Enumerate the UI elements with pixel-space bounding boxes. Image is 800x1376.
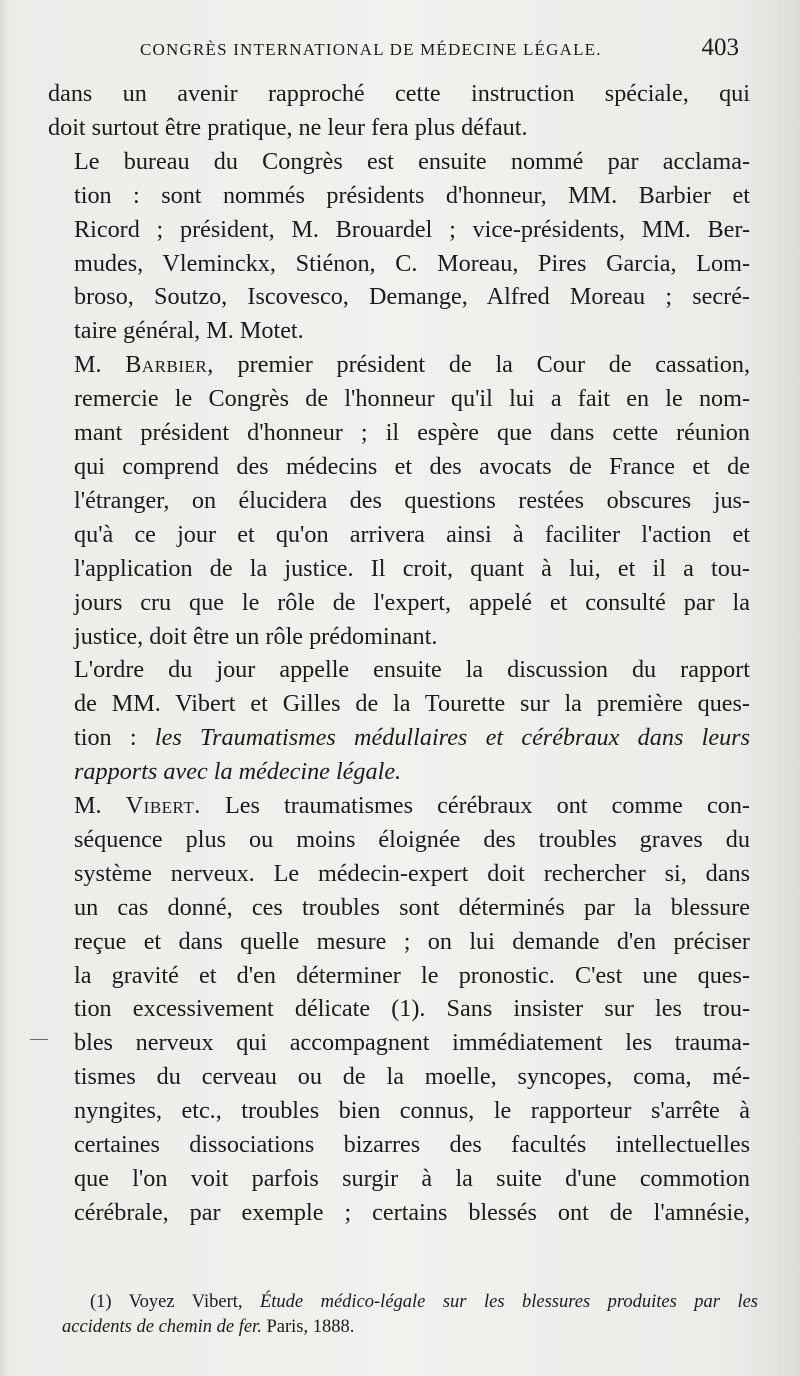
text-line: L'ordre du jour appelle ensuite la discussion du rapport [74,656,750,684]
report-title-cont: rapports avec la médecine légale. [74,758,402,786]
report-title: les Traumatismes médullaires et cérébraux dans leurs [154,724,750,752]
text-line: certaines dissociations bizarres des facultés intellectuelles [74,1131,750,1159]
speaker-name: Vibert. [125,792,201,820]
text-line [48,789,750,823]
text-line: séquence plus ou moins éloignée des troubles graves du [74,825,750,853]
text-line: mudes, Vleminckx, Stiénon, C. Moreau, Pires Garcia, Lom- [74,249,750,277]
text-line: dans un avenir rapproché cette instruction spéciale, qui [48,80,750,107]
text-line: système nerveux. Le médecin-expert doit rechercher si, dans [74,859,750,887]
paragraph-1 [48,77,750,145]
text-line: reçue et dans quelle mesure ; on lui demande d'en préciser [74,927,750,955]
text-line: cérébrale, par exemple ; certains blessés ont de l'amnésie, [74,1198,750,1226]
paragraph-4 [48,653,750,789]
text-fragment: premier président de la Cour de cassation, [213,351,750,379]
text-line: justice, doit être un rôle prédominant. [74,622,438,650]
footnote-prefix: (1) Voyez Vibert, [90,1292,260,1312]
footnote-title-cont: accidents de chemin de fer. [62,1317,262,1337]
text-line: Ricord ; président, M. Brouardel ; vice-présidents, MM. Ber- [74,215,750,243]
text-line: qu'à ce jour et qu'on arrivera ainsi à faciliter l'action et [74,520,750,548]
text-line: bles nerveux qui accompagnent immédiatement les trauma- [74,1029,750,1057]
page-header [50,34,745,70]
footnote-line [62,1290,758,1315]
footnote [62,1290,758,1340]
text-line: tismes du cerveau ou de la moelle, syncopes, coma, mé- [74,1063,750,1091]
text-line: jours cru que le rôle de l'expert, appelé et consulté par la [74,588,750,616]
paragraph-2 [48,145,750,348]
text-fragment: Les traumatismes cérébraux ont comme con- [200,792,750,820]
page-number: 403 [701,34,739,61]
running-head: CONGRÈS INTERNATIONAL DE MÉDECINE LÉGALE. [140,40,602,59]
footnote-line [62,1315,758,1340]
footnote-suffix: Paris, 1888. [261,1317,355,1337]
margin-mark: — [30,1028,48,1048]
text-line: qui comprend des médecins et des avocats de France et de [74,452,750,480]
text-line: nyngites, etc., troubles bien connus, le rapporteur s'arrête à [74,1097,750,1125]
text-line: remercie le Congrès de l'honneur qu'il lui a fait en le nom- [74,385,750,413]
text-line: broso, Soutzo, Iscovesco, Demange, Alfred Moreau ; secré- [74,283,750,311]
text-line: que l'on voit parfois surgir à la suite d'une commotion [74,1165,750,1192]
paragraph-3 [48,348,750,653]
text-fragment: tion : [74,724,155,752]
text-line: taire général, M. Motet. [74,317,304,345]
text-line: la gravité et d'en déterminer le pronostic. C'est une ques- [74,961,750,989]
text-line: un cas donné, ces troubles sont déterminés par la blessure [74,893,750,921]
text-line: Le bureau du Congrès est ensuite nommé par acclama- [74,147,750,175]
text-line: doit surtout être pratique, ne leur fera plus défaut. [48,113,528,141]
text-line [48,348,750,382]
speaker-prefix: M. [74,792,126,820]
speaker-prefix: M. [74,351,126,379]
text-line: mant président d'honneur ; il espère que dans cette réunion [74,419,750,447]
text-line: tion : sont nommés présidents d'honneur, MM. Barbier et [74,181,750,209]
body-text [48,77,750,1230]
text-line: l'application de la justice. Il croit, quant à lui, et il a tou- [74,554,750,582]
text-line: de MM. Vibert et Gilles de la Tourette sur la première ques- [74,690,750,718]
paragraph-5 [48,789,750,1230]
text-line: l'étranger, on élucidera des questions restées obscures jus- [74,486,750,514]
text-line [48,721,750,755]
text-line: tion excessivement délicate (1). Sans insister sur les trou- [74,995,750,1023]
footnote-title: Étude médico-légale sur les blessures produites par les [259,1292,759,1312]
speaker-name: Barbier, [125,351,214,379]
